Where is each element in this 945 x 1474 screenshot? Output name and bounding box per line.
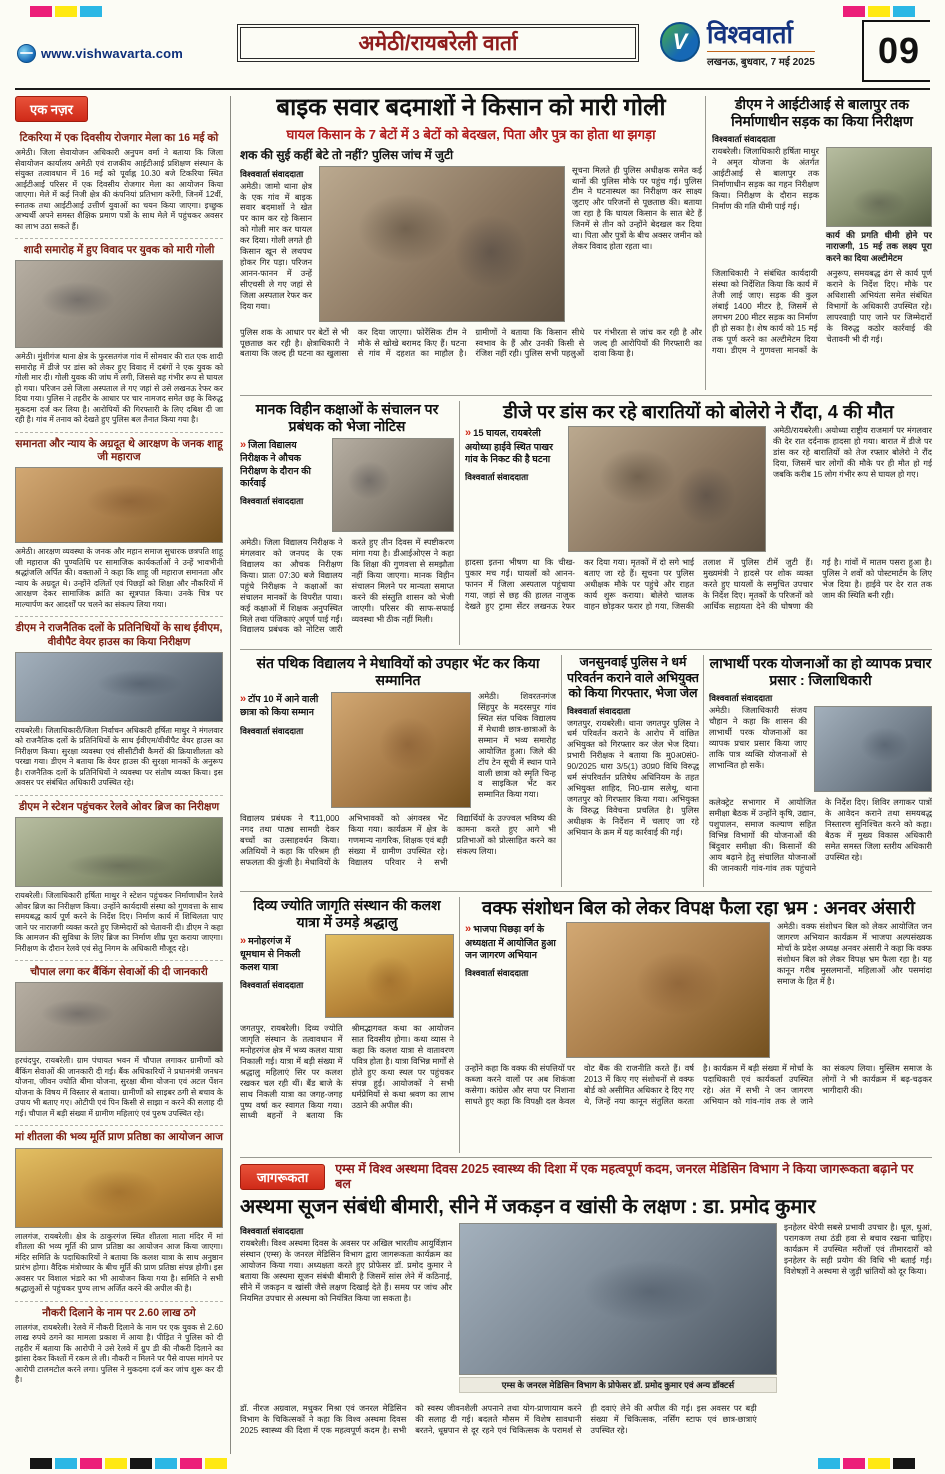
kicker-arrow-icon: »	[465, 427, 472, 440]
story-body: विद्यालय प्रबंधक ने ₹11,000 नगद तथा पाठ्य सामग्री देकर बच्चों का उत्साहवर्धन किया। अतिथियों ने कहा कि परिश्रम ही सफलता की कुंजी है। मेधावियों के अभिभावकों को अंगवस्त्र भेंट किया गया। कार्यक्रम में क्षेत्र के गणमान्य नागरिक, शिक्षक एवं बड़ी संख्या में ग्रामीण उपस्थित रहे। विद्यालय परिवार ने सभी विद्यार्थियों के उज्ज्वल भविष्य की कामना करते हुए आगे भी प्रतिभाओं को प्रोत्साहित करने का संकल्प लिया।	[240, 814, 556, 867]
brand-block	[660, 22, 815, 68]
byline: विश्ववार्ता संवाददाता	[567, 705, 631, 716]
section-title: अमेठी/रायबरेली वार्ता	[358, 32, 518, 55]
story-labharthi-schemes	[709, 655, 932, 887]
story-headline: दिव्य ज्योति जागृति संस्थान की कलश यात्रा में उमड़े श्रद्धालु	[253, 897, 441, 931]
edition-dateline: लखनऊ, बुधवार, 7 मई 2025	[707, 51, 815, 68]
sidebar-item-shahu-maharaj	[15, 433, 223, 617]
photo-kalash-yatra	[325, 934, 454, 1018]
sidebar-photo-young-man	[15, 260, 223, 348]
sidebar-body: अमेठी। आरक्षण व्यवस्था के जनक और महान समाज सुधारक छत्रपति शाहू जी महाराज की पुण्यतिथि पर सामाजिक कार्यकर्ताओं ने उन्हें भावभीनी श्रद्धांजलि अर्पित की। वक्ताओं ने कहा कि शाहू जी महाराज समानता और न्याय के अग्रदूत थे। उन्होंने दलितों एवं पिछड़ों को शिक्षा और नौकरियों में आरक्षण देकर सामाजिक क्रांति का सूत्रपात किया। उनके चित्र पर माल्यार्पण कर आदर्शों पर चलने का संकल्प लिया गया।	[15, 547, 223, 609]
story-strap: एम्स में विश्व अस्थमा दिवस 2025 स्वास्थ्य की दिशा में एक महत्वपूर्ण कदम, जनरल मेडिसिन विभाग ने किया जागरूकता बढ़ाने पर बल	[335, 1162, 914, 1192]
photo-accident-victim	[568, 426, 766, 552]
sidebar-headline: शादी समारोह में हुए विवाद पर युवक को मारी गोली	[23, 244, 215, 257]
story-kalash-yatra	[240, 897, 454, 1153]
photo-award-ceremony	[331, 692, 471, 808]
story-subhead: घायल किसान के 7 बेटों में 3 बेटों को बेदखल, पिता और पुत्र का होता था झगड़ा	[286, 126, 656, 142]
byline: विश्ववार्ता संवाददाता	[240, 1226, 304, 1237]
sidebar-photo-tribute	[15, 467, 223, 543]
story-headline: डीएम ने आईटीआई से बालापुर तक निर्माणाधीन सड़क का किया निरीक्षण	[731, 96, 913, 130]
story-body: रायबरेली। विश्व अस्थमा दिवस के अवसर पर अखिल भारतीय आयुर्विज्ञान संस्थान (एम्स) के जनरल मेडिसिन विभाग द्वारा जागरूकता कार्यक्रम का आयोजन किया गया। अध्यक्षता करते हुए प्रोफेसर डॉ. प्रमोद कुमार ने बताया कि अस्थमा सूजन संबंधी बीमारी है जिसमें सांस लेने में कठिनाई, सीने में जकड़न व खांसी जैसे लक्षण दिखाई देते हैं। समय पर जांच और नियमित उपचार से अस्थमा को नियंत्रित किया जा सकता है।	[240, 1239, 452, 1303]
sidebar-headline: डीएम ने राजनैतिक दलों के प्रतिनिधियों के साथ ईवीएम, वीवीपैट वेयर हाउस का किया निरीक्षण	[15, 622, 223, 648]
sidebar-body: हरचंदपुर, रायबरेली। ग्राम पंचायत भवन में चौपाल लगाकर ग्रामीणों को बैंकिंग सेवाओं की जानकारी दी गई। बैंक अधिकारियों ने प्रधानमंत्री जनधन योजना, जीवन ज्योति बीमा योजना, सुरक्षा बीमा योजना एवं अटल पेंशन योजना के विषय में विस्तार से बताया। ग्रामीणों को साइबर ठगी से बचाव के उपाय भी बताए गए। ओटीपी एवं पिन किसी से साझा न करने की सलाह दी गई। चौपाल में बड़ी संख्या में ग्रामीण महिलाएं एवं पुरुष उपस्थित रहे।	[15, 1056, 223, 1118]
story-body: अमेठी/रायबरेली। अयोध्या राष्ट्रीय राजमार्ग पर मंगलवार की देर रात दर्दनाक हादसा हो गया। बारात में डीजे पर डांस कर रहे बारातियों को तेज रफ्तार बोलेरो ने रौंद दिया, जिसमें चार लोगों की मौके पर ही मौत हो गई जबकि करीब 15 लोग गंभीर रूप से घायल हो गए।	[773, 426, 932, 479]
story-kicker: » भाजपा पिछड़ा वर्ग के अध्यक्षता में आयोजित हुआ जन जागरण अभियान	[465, 923, 556, 960]
story-headline: लाभार्थी परक योजनाओं का हो व्यापक प्रचार प्रसार : जिलाधिकारी	[709, 655, 932, 689]
story-headline: बाइक सवार बदमाशों ने किसान को मारी गोली	[276, 94, 666, 121]
sidebar-header: एक नज़र	[15, 96, 88, 122]
story-body: जगतपुर, रायबरेली। थाना जगतपुर पुलिस ने धर्म परिवर्तन कराने के आरोप में वांछित अभियुक्त को गिरफ्तार कर जेल भेज दिया। प्रभारी निरीक्षक ने बताया कि मु0अ0सं0-90/2025 धारा 3/5(1) उ0प्र0 विधि विरुद्ध धर्म संपरिवर्तन प्रतिषेध अधिनियम के तहत अभियुक्त शाहिद, नि0-ग्राम सलेथू, थाना जगतपुर को गिरफ्तार किया गया। अभियुक्त के विरुद्ध विवेचना प्रचलित है। पुलिस अधीक्षक के निर्देशन में चलाए जा रहे अभियान के क्रम में यह कार्रवाई की गई।	[567, 718, 699, 837]
sidebar-photo-evm-inspection	[15, 652, 223, 722]
sidebar-headline: डीएम ने स्टेशन पहुंचकर रेलवे ओवर ब्रिज का निरीक्षण	[18, 800, 220, 813]
story-body: डॉ. नीरज अग्रवाल, मधुकर मिश्रा एवं जनरल मेडिसिन विभाग के चिकित्सकों ने कहा कि विश्व अस्थमा दिवस 2025 स्वास्थ्य की दिशा में एक महत्वपूर्ण कदम है। सभी को स्वस्थ जीवनशैली अपनाने तथा योग-प्राणायाम करने की सलाह दी गई। बदलते मौसम में विशेष सावधानी बरतने, धूम्रपान से दूर रहने एवं चिकित्सक के परामर्श से ही दवाएं लेने की अपील की गई। इस अवसर पर बड़ी संख्या में चिकित्सक, नर्सिंग स्टाफ एवं छात्र-छात्राएं उपस्थित रहे।	[240, 1404, 757, 1436]
sidebar-headline: मां शीतला की भव्य मूर्ति प्राण प्रतिष्ठा का आयोजन आज	[15, 1131, 223, 1144]
print-registration-marks	[30, 6, 102, 17]
sidebar-body: अमेठी। मुंशीगंज थाना क्षेत्र के फुरसतगंज गांव में सोमवार की रात एक शादी समारोह में डीजे पर डांस को लेकर हुए विवाद में दबंगों ने एक युवक को गोली मार दी। गोली युवक की जांघ में लगी, जिससे वह गंभीर रूप से घायल हो गया। परिजन उसे जिला अस्पताल ले गए जहां से उसे लखनऊ रेफर कर दिया गया। पुलिस ने तहरीर के आधार पर चार नामजद समेत छह के विरुद्ध मुकदमा दर्ज कर लिया है। आरोपियों की गिरफ्तारी के लिए दबिश दी जा रही है। गांव में तनाव को देखते हुए पुलिस बल तैनात किया गया है।	[15, 352, 223, 425]
byline: विश्ववार्ता संवाददाता	[240, 168, 304, 179]
byline: विश्ववार्ता संवाददाता	[240, 496, 304, 507]
byline: विश्ववार्ता संवाददाता	[465, 968, 529, 978]
print-registration-marks	[30, 1458, 227, 1469]
story-dm-road-inspection	[712, 96, 932, 392]
photo-injured-farmer	[319, 166, 565, 322]
kicker-arrow-icon: »	[465, 923, 472, 936]
column-divider	[459, 401, 460, 645]
story-body: अमेठी। जिलाधिकारी संजय चौहान ने कहा कि शासन की लाभार्थी परक योजनाओं का व्यापक प्रचार प्रसार किया जाए ताकि पात्र व्यक्ति योजनाओं से लाभान्वित हो सकें।	[709, 706, 807, 770]
sidebar-body: अमेठी। जिला सेवायोजन अधिकारी अनुपम वर्मा ने बताया कि जिला सेवायोजन कार्यालय अमेठी एवं राजकीय आईटीआई प्रशिक्षण संस्थान के संयुक्त तत्वावधान में 16 मई को पूर्वाह्न 10.30 बजे टिकरिया स्थित आईटीआई परिसर में एक दिवसीय रोजगार मेला का आयोजन किया जाएगा। मेले में कई निजी क्षेत्र की कंपनियां प्रतिभाग करेंगी, जिनमें 12वीं, स्नातक तथा आईटीआई उत्तीर्ण युवाओं का चयन किया जाएगा। इच्छुक अभ्यर्थी अपने समस्त शैक्षिक प्रमाण पत्रों के साथ मेले में पहुंचकर अवसर का लाभ उठा सकते हैं।	[15, 148, 223, 231]
sidebar-item-banking-chaupal	[15, 961, 223, 1126]
story-body: कलेक्ट्रेट सभागार में आयोजित समीक्षा बैठक में उन्होंने कृषि, उद्यान, पशुपालन, समाज कल्याण सहित विभिन्न विभागों की योजनाओं की बिंदुवार समीक्षा की। किसानों की आय बढ़ाने हेतु संचालित योजनाओं की जानकारी गांव-गांव तक पहुंचाने के निर्देश दिए। शिविर लगाकर पात्रों के आवेदन कराने तथा समयबद्ध निस्तारण सुनिश्चित करने को कहा। बैठक में मुख्य विकास अधिकारी समेत समस्त जिला स्तरीय अधिकारी उपस्थित रहे।	[709, 798, 932, 873]
byline: विश्ववार्ता संवाददाता	[240, 725, 304, 736]
sidebar-item-naukri-thagi	[15, 1302, 223, 1392]
sidebar-item-sheetla-murti	[15, 1126, 223, 1301]
website-link[interactable]	[17, 44, 183, 63]
story-sant-pathik-honor	[240, 655, 556, 887]
story-body: रायबरेली। जिलाधिकारी हर्षिता माथुर ने अमृत योजना के अंतर्गत आईटीआई से बालापुर तक निर्माणाधीन सड़क का गहन निरीक्षण किया। निरीक्षण के दौरान सड़क निर्माण की गति धीमी पाई गई।	[712, 147, 819, 211]
story-headline: मानक विहीन कक्षाओं के संचालन पर प्रबंधक को भेजा नोटिस	[255, 401, 439, 435]
column-divider	[459, 897, 460, 1153]
website-url[interactable]: www.vishwavarta.com	[41, 46, 184, 61]
print-registration-marks	[843, 6, 915, 17]
story-body: इनहेलर थेरेपी सबसे प्रभावी उपचार है। धूल, धुआं, परागकण तथा ठंडी हवा से बचाव रखना चाहिए। कार्यक्रम में उपस्थित मरीजों एवं तीमारदारों को इनहेलर के सही प्रयोग की विधि भी बताई गई। विशेषज्ञों ने अस्थमा से जुड़ी भ्रांतियों को दूर किया।	[784, 1223, 932, 1276]
story-body: अमेठी। शिवरतनगंज सिंहपुर के मदरसपुर गांव स्थित संत पथिक विद्यालय में मेधावी छात्र-छात्राओं के सम्मान में भव्य समारोह आयोजित हुआ। जिले की टॉप टेन सूची में स्थान पाने वाली छात्रा को स्मृति चिन्ह व साइकिल भेंट कर सम्मानित किया गया।	[478, 692, 556, 800]
byline: विश्ववार्ता संवाददाता	[240, 979, 304, 990]
byline: विश्ववार्ता संवाददाता	[465, 472, 529, 482]
story-subhead2: शक की सुई कहीं बेटे तो नहीं? पुलिस जांच में जुटी	[240, 147, 454, 162]
awareness-label: जागरूकता	[240, 1164, 325, 1190]
story-kicker: » मनोहरगंज में धूमधाम से निकली कलश यात्रा	[240, 935, 301, 972]
section-title-box	[237, 24, 639, 62]
print-registration-marks	[818, 1458, 915, 1469]
row-divider	[240, 1157, 932, 1158]
row-divider	[240, 395, 932, 396]
story-body: अमेठी। जिला विद्यालय निरीक्षक ने मंगलवार को जनपद के एक विद्यालय का औचक निरीक्षण किया। प्रातः 07:30 बजे विद्यालय पहुंचे निरीक्षक ने कक्षाओं का संचालन मानकों के विपरीत पाया। कई कक्षाओं में शिक्षक अनुपस्थित मिले तथा पंजिकाएं अपूर्ण पाई गईं। विद्यालय प्रबंधक को नोटिस जारी करते हुए तीन दिवस में स्पष्टीकरण मांगा गया है। डीआईओएस ने कहा कि शिक्षा की गुणवत्ता से समझौता नहीं किया जाएगा। मानक विहीन संचालन मिलने पर मान्यता समाप्त करने की संस्तुति शासन को भेजी जाएगी। परिसर की साफ-सफाई व्यवस्था भी ठीक नहीं मिली।	[240, 538, 454, 635]
story-waqf-bill	[465, 897, 932, 1153]
story-lead-farmer-shot	[240, 94, 702, 392]
column-divider	[703, 655, 704, 887]
story-headline: जनसुनवाई पुलिस ने धर्म परिवर्तन कराने वाले अभियुक्त को किया गिरफ्तार, भेजा जेल	[567, 655, 699, 700]
story-body: उन्होंने कहा कि वक्फ की संपत्तियों पर कब्जा करने वालों पर अब शिकंजा कसेगा। कांग्रेस और सपा पर निशाना साधते हुए कहा कि विपक्षी दल केवल वोट बैंक की राजनीति करते हैं। वर्ष 2013 में किए गए संशोधनों से वक्फ बोर्ड को असीमित अधिकार दे दिए गए थे, जिन्हें नया कानून संतुलित करता है। कार्यक्रम में बड़ी संख्या में मोर्चा के पदाधिकारी एवं कार्यकर्ता उपस्थित रहे। अंत में सभी ने जन जागरण अभियान को गांव-गांव तक ले जाने का संकल्प लिया। मुस्लिम समाज के लोगों ने भी कार्यक्रम में बढ़-चढ़कर भागीदारी की।	[465, 1064, 932, 1106]
story-body: पुलिस शक के आधार पर बेटों से भी पूछताछ कर रही है। क्षेत्राधिकारी ने बताया कि जल्द ही घटना का खुलासा कर दिया जाएगा। फोरेंसिक टीम ने मौके से खोखे बरामद किए हैं। घटना से गांव में दहशत का माहौल है। ग्रामीणों ने बताया कि किसान सीधे स्वभाव के हैं और उनकी किसी से रंजिश नहीं रही। पुलिस सभी पहलुओं पर गंभीरता से जांच कर रही है और जल्द ही आरोपियों की गिरफ्तारी का दावा किया है।	[240, 327, 702, 359]
sidebar-item-shadi-goli	[15, 239, 223, 433]
photo-aiims-program	[459, 1223, 777, 1375]
sidebar-item-rojgar-mela	[15, 127, 223, 239]
story-body: अमेठी। वक्फ संशोधन बिल को लेकर आयोजित जन जागरण अभियान कार्यक्रम में भाजपा अल्पसंख्यक मोर्चा के प्रदेश अध्यक्ष अनवर अंसारी ने कहा कि वक्फ संशोधन बिल को लेकर विपक्ष भ्रम फैला रहा है। यह कानून गरीब मुसलमानों, महिलाओं और पसमांदा समाज के हित में है।	[777, 922, 932, 986]
sidebar-ek-nazar	[15, 96, 231, 1454]
story-body: जिलाधिकारी ने संबंधित कार्यदायी संस्था को निर्देशित किया कि कार्य में तेजी लाई जाए। सड़क की कुल लंबाई 1400 मीटर है, जिसमें से लगभग 200 मीटर सड़क का निर्माण ही हो सका है। शेष कार्य को 15 मई तक पूर्ण करने का अल्टीमेटम दिया गया। डीएम ने गुणवत्ता मानकों के अनुरूप, समयबद्ध ढंग से कार्य पूर्ण कराने के निर्देश दिए। मौके पर अधिशासी अभियंता समेत संबंधित विभागों के अधिकारी उपस्थित रहे। लापरवाही पाए जाने पर जिम्मेदारों के विरुद्ध कठोर कार्रवाई की चेतावनी भी दी गई।	[712, 269, 932, 355]
sidebar-photo-bridge-inspection	[15, 817, 223, 887]
column-divider	[561, 655, 562, 887]
story-headline: अस्थमा सूजन संबंधी बीमारी, सीने में जकड़न व खांसी के लक्षण : डा. प्रमोद कुमार	[240, 1196, 816, 1219]
story-kicker: » टॉप 10 में आने वाली छात्रा को किया सम्मान	[240, 693, 319, 718]
sidebar-photo-temple	[15, 1148, 223, 1228]
kicker-arrow-icon: »	[240, 935, 247, 948]
column-divider	[705, 96, 706, 390]
globe-icon	[17, 44, 36, 63]
sidebar-headline: चौपाल लगा कर बैंकिंग सेवाओं की दी जानकारी	[30, 966, 208, 979]
photo-caption: एम्स के जनरल मेडिसिन विभाग के प्रोफेसर डॉ. प्रमोद कुमार एवं अन्य डॉक्टर्स	[459, 1377, 777, 1393]
photo-road-inspection	[826, 147, 932, 227]
story-body: सूचना मिलते ही पुलिस अधीक्षक समेत कई थानों की पुलिस मौके पर पहुंच गई। पुलिस टीम ने घटनास्थल का निरीक्षण कर साक्ष्य जुटाए और परिजनों से पूछताछ की। बताया जा रहा है कि घायल किसान के सात बेटे हैं जिनमें से तीन को उन्होंने बेदखल कर दिया था। पिता और पुत्रों के बीच अक्सर जमीन को लेकर विवाद होता रहता था।	[572, 165, 702, 251]
story-kicker: » जिला विद्यालय निरीक्षक ने औचक निरीक्षण के दौरान की कार्रवाई	[240, 439, 311, 488]
masthead	[15, 20, 930, 84]
sidebar-body: लालगंज, रायबरेली। क्षेत्र के ठाकुरगंज स्थित शीतला माता मंदिर में मां शीतला की भव्य मूर्ति की प्राण प्रतिष्ठा का आयोजन आज किया जाएगा। मंदिर समिति के पदाधिकारियों ने बताया कि कलश यात्रा के साथ अनुष्ठान प्रारंभ होगा। वैदिक मंत्रोच्चार के बीच मूर्ति की प्राण प्रतिष्ठा संपन्न होगी। इस अवसर पर विशाल भंडारे का भी आयोजन किया गया है। समिति ने सभी श्रद्धालुओं से पहुंचकर पुण्य लाभ अर्जित करने की अपील की है।	[15, 1231, 223, 1294]
brand-logo-icon: V	[660, 22, 700, 62]
kicker-arrow-icon: »	[240, 693, 247, 706]
story-headline: संत पथिक विद्यालय ने मेधावियों को उपहार भेंट कर किया सम्मानित	[256, 655, 540, 689]
story-headline: डीजे पर डांस कर रहे बारातियों को बोलेरो ने रौंदा, 4 की मौत	[503, 401, 894, 422]
photo-waqf-event	[566, 922, 770, 1058]
sidebar-body: रायबरेली। जिलाधिकारी हर्षिता माथुर ने स्टेशन पहुंचकर निर्माणाधीन रेलवे ओवर ब्रिज का निरीक्षण किया। उन्होंने कार्यदायी संस्था को गुणवत्ता के साथ समयबद्ध कार्य पूर्ण करने के निर्देश दिए। निर्माण कार्य में शिथिलता पाए जाने पर नाराजगी व्यक्त करते हुए जिम्मेदारों को चेतावनी दी। डीएम ने कहा कि आमजन की सुविधा के लिए ब्रिज का निर्माण शीघ्र पूरा कराया जाएगा। निरीक्षण के दौरान रेलवे एवं सेतु निगम के अधिकारी मौजूद रहे।	[15, 891, 223, 953]
byline: विश्ववार्ता संवाददाता	[712, 134, 776, 145]
story-body: अमेठी। जामो थाना क्षेत्र के एक गांव में बाइक सवार बदमाशों ने खेत पर काम कर रहे किसान को गोली मार कर घायल कर दिया। गोली लगते ही किसान खून से लथपथ होकर गिर पड़ा। परिजन आनन-फानन में उन्हें सीएचसी ले गए जहां से जिला अस्पताल रेफर कर दिया गया।	[240, 181, 312, 311]
header-rule	[15, 88, 930, 90]
story-asthma-awareness	[240, 1162, 932, 1454]
sidebar-body: रायबरेली। जिलाधिकारी/जिला निर्वाचन अधिकारी हर्षिता माथुर ने मंगलवार को राजनैतिक दलों के प्रतिनिधियों के साथ ईवीएम/वीवीपैट वेयर हाउस का निरीक्षण किया। सुरक्षा व्यवस्था एवं सीसीटीवी कैमरों की क्रियाशीलता को परखा गया। डीएम ने बताया कि वेयर हाउस की सुरक्षा मानकों के अनुरूप है। राजनैतिक दलों के प्रतिनिधियों ने व्यवस्था पर संतोष व्यक्त किया। इस अवसर पर संबंधित अधिकारी उपस्थित रहे।	[15, 725, 223, 788]
page-number: 09	[877, 30, 920, 71]
row-divider	[240, 649, 932, 650]
story-school-notice	[240, 401, 454, 645]
photo-review-meeting	[814, 706, 932, 792]
row-divider	[240, 891, 932, 892]
sidebar-headline: समानता और न्याय के अग्रदूत थे आरक्षण के जनक शाहू जी महाराज	[15, 437, 223, 464]
sidebar-body: लालगंज, रायबरेली। रेलवे में नौकरी दिलाने के नाम पर एक युवक से 2.60 लाख रुपये ठगने का मामला प्रकाश में आया है। पीड़ित ने पुलिस को दी तहरीर में बताया कि आरोपी ने उसे रेलवे में ग्रुप डी की नौकरी दिलाने का झांसा देकर किश्तों में रकम ले ली। नौकरी न मिलने पर पैसे वापस मांगने पर आरोपी टालमटोल करने लगा। पुलिस ने मुकदमा दर्ज कर जांच शुरू कर दी है।	[15, 1322, 223, 1385]
sidebar-headline: नौकरी दिलाने के नाम पर 2.60 लाख ठगे	[42, 1306, 196, 1319]
page-number-box	[862, 20, 930, 82]
kicker-arrow-icon: »	[240, 439, 247, 452]
story-note: कार्य की प्रगति धीमी होने पर नाराजगी, 15 मई तक लक्ष्य पूरा करने का दिया अल्टीमेटम	[826, 230, 932, 263]
sidebar-headline: टिकरिया में एक दिवसीय रोजगार मेला का 16 मई को	[19, 132, 219, 144]
story-body: हादसा इतना भीषण था कि चीख-पुकार मच गई। घायलों को आनन-फानन में जिला अस्पताल पहुंचाया गया, जहां से छह की हालत नाजुक देखते हुए ट्रामा सेंटर लखनऊ रेफर कर दिया गया। मृतकों में दो सगे भाई बताए जा रहे हैं। सूचना पर पुलिस अधीक्षक मौके पर पहुंचे और राहत कार्य शुरू कराया। बोलेरो चालक वाहन छोड़कर फरार हो गया, जिसकी तलाश में पुलिस टीमें जुटी हैं। मुख्यमंत्री ने हादसे पर शोक व्यक्त करते हुए घायलों के समुचित उपचार के निर्देश दिए। मृतकों के परिजनों को आर्थिक सहायता देने की घोषणा की गई है। गांवों में मातम पसरा हुआ है। पुलिस ने शवों को पोस्टमार्टम के लिए भेज दिया है। हाईवे पर देर रात तक जाम की स्थिति बनी रही।	[465, 558, 932, 611]
story-conversion-arrest	[567, 655, 699, 887]
photo-school-inspection	[332, 438, 454, 532]
sidebar-item-evm-warehouse	[15, 617, 223, 795]
story-body: जगतपुर, रायबरेली। दिव्य ज्योति जागृति संस्थान के तत्वावधान में मनोहरगंज क्षेत्र में भव्य कलश यात्रा निकाली गई। यात्रा में बड़ी संख्या में श्रद्धालु महिलाएं सिर पर कलश रखकर चल रही थीं। बैंड बाजे के साथ निकली यात्रा का जगह-जगह पुष्प वर्षा कर स्वागत किया गया। साध्वी बहनों ने बताया कि श्रीमद्भागवत कथा का आयोजन सात दिवसीय होगा। कथा व्यास ने कहा कि कलश यात्रा से वातावरण पवित्र होता है। यात्रा विभिन्न मार्गों से होते हुए कथा स्थल पर पहुंचकर संपन्न हुई। आयोजकों ने सभी धर्मप्रेमियों से कथा श्रवण का लाभ उठाने की अपील की।	[240, 1024, 454, 1121]
story-bolero-accident	[465, 401, 932, 645]
sidebar-item-railway-bridge	[15, 796, 223, 961]
sidebar-photo-chaupal	[15, 982, 223, 1052]
brand-name: विश्ववार्ता	[707, 21, 794, 49]
byline: विश्ववार्ता संवाददाता	[709, 693, 773, 704]
story-headline: वक्फ संशोधन बिल को लेकर विपक्ष फैला रहा भ्रम : अनवर अंसारी	[482, 897, 915, 918]
story-kicker: » 15 घायल, रायबरेली अयोध्या हाईवे स्थित पाखर गांव के निकट की है घटना	[465, 427, 553, 464]
